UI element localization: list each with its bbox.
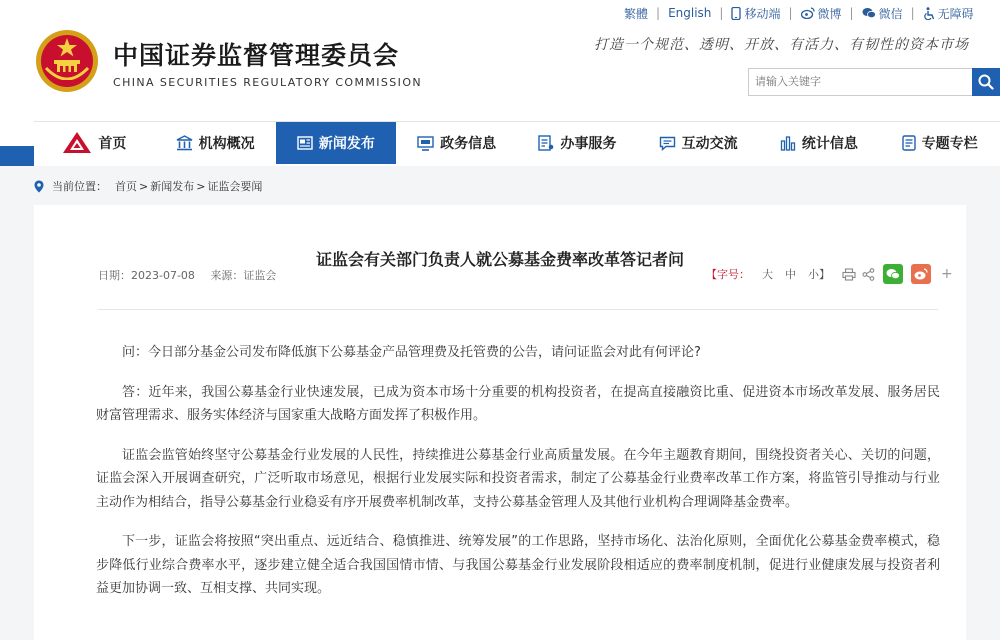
nav-label: 互动交流 xyxy=(681,136,738,152)
article-container xyxy=(34,205,966,640)
traditional-link[interactable]: 繁體 xyxy=(624,6,649,21)
wechat-icon xyxy=(862,7,876,19)
location-pin-icon xyxy=(34,180,44,193)
breadcrumb-separator: > xyxy=(139,179,149,193)
nav-label: 新闻发布 xyxy=(318,136,375,152)
main-nav xyxy=(34,121,1000,163)
accessibility-link[interactable] xyxy=(923,5,974,22)
article-source: 来源：证监会 xyxy=(210,269,277,282)
article-tools xyxy=(706,263,953,285)
nav-label: 首页 xyxy=(98,136,127,152)
national-emblem-icon[interactable] xyxy=(34,28,100,94)
monitor-icon xyxy=(417,136,434,151)
font-small-button[interactable]: 小】 xyxy=(808,268,830,281)
separator: | xyxy=(910,6,915,20)
slogan: 打造一个规范、透明、开放、有活力、有韧性的资本市场 xyxy=(594,37,969,53)
article-date: 日期：2023-07-08 xyxy=(98,269,195,282)
mobile-link[interactable] xyxy=(731,5,780,22)
separator: | xyxy=(656,6,661,20)
weibo-link[interactable] xyxy=(801,5,842,22)
nav-label: 专题专栏 xyxy=(921,136,978,152)
separator: | xyxy=(719,6,724,20)
font-medium-button[interactable]: 中 xyxy=(785,268,796,281)
chat-icon xyxy=(659,136,676,151)
breadcrumb-news[interactable]: 新闻发布 xyxy=(150,180,195,193)
site-title: 中国证券监督管理委员会 xyxy=(113,41,400,70)
nav-item-home[interactable] xyxy=(34,122,155,164)
article-meta xyxy=(98,267,288,283)
weibo-icon xyxy=(914,268,928,280)
institution-icon xyxy=(176,135,193,151)
article-body xyxy=(96,341,940,617)
share-wechat-button[interactable] xyxy=(883,264,903,284)
breadcrumb-current[interactable]: 证监会要闻 xyxy=(207,180,263,193)
english-link[interactable]: English xyxy=(668,6,712,20)
news-icon xyxy=(297,136,313,150)
breadcrumb-label: 当前位置： xyxy=(52,180,107,193)
title-divider xyxy=(98,309,938,310)
wechat-icon xyxy=(886,268,900,280)
article-paragraph: 问：今日部分基金公司发布降低旗下公募基金产品管理费及托管费的公告，请问证监会对此有何评论? xyxy=(122,345,701,360)
more-share-button[interactable]: + xyxy=(941,266,953,282)
wechat-link[interactable] xyxy=(862,5,903,22)
weibo-label: 微博 xyxy=(817,6,842,21)
nav-item-news[interactable] xyxy=(276,122,397,164)
site-header xyxy=(0,0,1000,120)
accessibility-icon xyxy=(923,7,935,20)
service-icon xyxy=(538,135,554,151)
separator: | xyxy=(788,6,793,20)
share-button[interactable] xyxy=(862,268,875,281)
document-icon xyxy=(902,135,916,151)
mobile-icon xyxy=(731,7,741,20)
accessibility-label: 无障碍 xyxy=(937,6,974,21)
article-paragraph: 答：近年来，我国公募基金行业快速发展，已成为资本市场十分重要的机构投资者，在提高直接融资比重、促进资本市场改革发展、服务居民财富管理需求、服务实体经济与国家重大战略方面发挥了积极作用。 xyxy=(96,384,940,423)
nav-item-interaction[interactable] xyxy=(638,122,759,164)
nav-label: 政务信息 xyxy=(440,136,497,152)
article-title: 证监会有关部门负责人就公募基金费率改革答记者问 xyxy=(315,250,684,269)
nav-label: 机构概况 xyxy=(198,136,255,152)
breadcrumb-separator: > xyxy=(196,179,206,193)
nav-label: 办事服务 xyxy=(560,136,617,152)
nav-accent-bar xyxy=(0,146,34,166)
share-icon xyxy=(862,268,875,281)
search-icon xyxy=(978,74,994,90)
nav-item-institution[interactable] xyxy=(155,122,276,164)
print-icon xyxy=(842,268,856,281)
font-large-button[interactable]: 大 xyxy=(762,268,773,281)
nav-item-topics[interactable] xyxy=(879,122,1000,164)
bar-chart-icon xyxy=(780,136,796,151)
nav-item-statistics[interactable] xyxy=(759,122,880,164)
font-size-label: 【字号： xyxy=(706,268,750,281)
print-button[interactable] xyxy=(842,268,856,281)
breadcrumb-home[interactable]: 首页 xyxy=(115,180,137,193)
nav-item-gov-info[interactable] xyxy=(396,122,517,164)
nav-item-services[interactable] xyxy=(517,122,638,164)
mobile-label: 移动端 xyxy=(744,6,781,21)
separator: | xyxy=(849,6,854,20)
site-subtitle: CHINA SECURITIES REGULATORY COMMISSION xyxy=(113,76,423,89)
search-button[interactable] xyxy=(972,68,1000,96)
search-box xyxy=(748,68,1000,96)
nav-label: 统计信息 xyxy=(801,136,858,152)
search-input[interactable] xyxy=(748,68,972,96)
weibo-icon xyxy=(801,7,815,19)
wechat-label: 微信 xyxy=(878,6,903,21)
article-paragraph: 下一步，证监会将按照“突出重点、远近结合、稳慎推进、统筹发展”的工作思路，坚持市场化、法治化原则，全面优化公募基金费率模式，稳步降低行业综合费率水平，逐步建立健全适合我国国情市情、与我国公募基金行业发展阶段相适应的费率制度机制，促进行业健康发展与投资者利益更加协调一致、互相支撑、共同实现。 xyxy=(96,534,940,596)
breadcrumb xyxy=(34,178,262,194)
article-paragraph: 证监会监管始终坚守公募基金行业发展的人民性，持续推进公募基金行业高质量发展。在今年主题教育期间，围绕投资者关心、关切的问题，证监会深入开展调查研究，广泛听取市场意见，根据行业发展实际和投资者需求，制定了公募基金行业费率改革工作方案，将监管引导推动与行业主动作为相结合，指导公募基金行业稳妥有序开展费率机制改革，支持公募基金管理人及其他行业机构合理调降基金费率。 xyxy=(96,447,940,510)
home-logo-icon xyxy=(62,131,92,155)
top-links xyxy=(624,5,974,21)
share-weibo-button[interactable] xyxy=(911,264,931,284)
